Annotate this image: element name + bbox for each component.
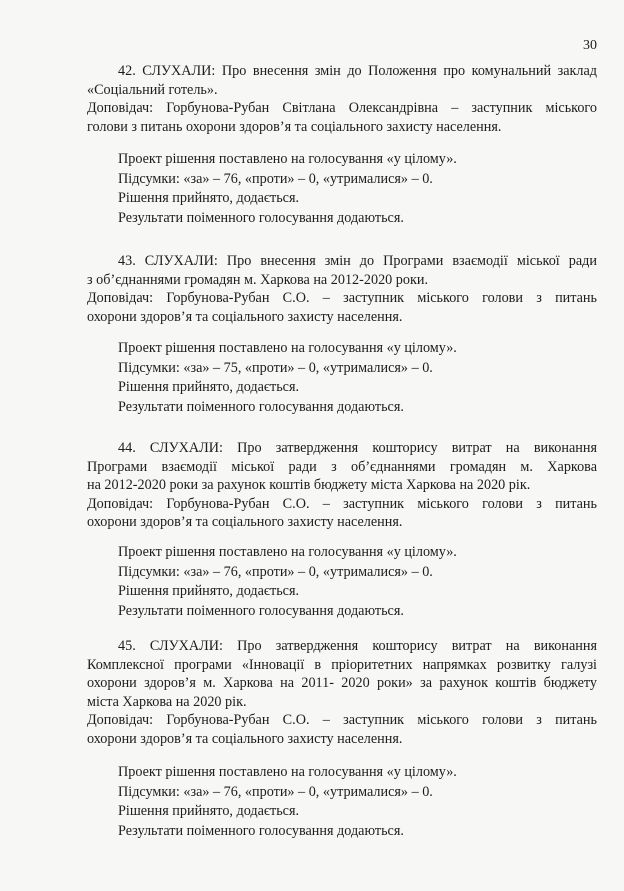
vote-block-43 <box>118 339 457 417</box>
item-text-line: міста Харкова на 2020 рік. <box>87 693 247 710</box>
agenda-item-42 <box>87 62 597 136</box>
speaker-line: Доповідач: Горбунова-Рубан С.О. – заступник міського голови з питань <box>87 290 597 307</box>
agenda-item-44 <box>87 439 597 532</box>
vote-line: Результати поіменного голосування додаються. <box>118 398 404 415</box>
speaker-line: Доповідач: Горбунова-Рубан С.О. – заступник міського голови з питань <box>87 495 597 512</box>
vote-line: Результати поіменного голосування додаються. <box>118 822 404 839</box>
speaker-line: охорони здоров’я та соціального захисту населення. <box>87 514 403 531</box>
item-heading: 44. СЛУХАЛИ: Про затвердження кошторису витрат на виконання <box>118 440 597 456</box>
agenda-item-45 <box>87 637 597 749</box>
item-text-line: з об’єднаннями громадян м. Харкова на 2012-2020 роки. <box>87 271 429 288</box>
speaker-line: охорони здоров’я та соціального захисту населення. <box>87 730 403 747</box>
vote-line: Проект рішення поставлено на голосування «у цілому». <box>118 340 457 356</box>
vote-block-42 <box>118 150 457 228</box>
item-text-line: «Соціальний готель». <box>87 81 218 98</box>
vote-line: Підсумки: «за» – 76, «проти» – 0, «утрималися» – 0. <box>118 563 433 580</box>
item-heading: 43. СЛУХАЛИ: Про внесення змін до Програми взаємодії міської ради <box>118 253 597 269</box>
vote-line: Рішення прийнято, додається. <box>118 190 300 206</box>
item-text-line: Програми взаємодії міської ради з об’єднаннями громадян м. Харкова <box>87 458 597 475</box>
vote-line: Проект рішення поставлено на голосування «у цілому». <box>118 151 457 167</box>
vote-line: Підсумки: «за» – 75, «проти» – 0, «утрималися» – 0. <box>118 359 433 376</box>
vote-line: Рішення прийнято, додається. <box>118 583 300 599</box>
vote-line: Результати поіменного голосування додаються. <box>118 209 404 226</box>
item-heading: 45. СЛУХАЛИ: Про затвердження кошторису витрат на виконання <box>118 638 597 654</box>
speaker-line: Доповідач: Горбунова-Рубан Світлана Олександрівна – заступник міського <box>87 100 597 117</box>
vote-block-44 <box>118 543 457 621</box>
page-number: 30 <box>583 38 597 53</box>
item-text-line: Комплексної програми «Інновації в пріоритетних напрямках розвитку галузі <box>87 656 597 673</box>
vote-line: Результати поіменного голосування додаються. <box>118 602 404 619</box>
speaker-line: охорони здоров’я та соціального захисту населення. <box>87 308 403 325</box>
item-text-line: охорони здоров’я м. Харкова на 2011- 2020 роки» за рахунок коштів бюджету <box>87 675 597 692</box>
vote-block-45 <box>118 763 457 841</box>
vote-line: Проект рішення поставлено на голосування «у цілому». <box>118 764 457 780</box>
vote-line: Підсумки: «за» – 76, «проти» – 0, «утрималися» – 0. <box>118 170 433 187</box>
item-text-line: на 2012-2020 роки за рахунок коштів бюджету міста Харкова на 2020 рік. <box>87 477 531 494</box>
speaker-line: голови з питань охорони здоров’я та соціального захисту населення. <box>87 118 502 135</box>
vote-line: Проект рішення поставлено на голосування «у цілому». <box>118 544 457 560</box>
item-heading: 42. СЛУХАЛИ: Про внесення змін до Положення про комунальний заклад <box>118 63 597 79</box>
vote-line: Рішення прийнято, додається. <box>118 803 300 819</box>
speaker-line: Доповідач: Горбунова-Рубан С.О. – заступник міського голови з питань <box>87 712 597 729</box>
vote-line: Підсумки: «за» – 76, «проти» – 0, «утрималися» – 0. <box>118 783 433 800</box>
vote-line: Рішення прийнято, додається. <box>118 379 300 395</box>
agenda-item-43 <box>87 252 597 326</box>
